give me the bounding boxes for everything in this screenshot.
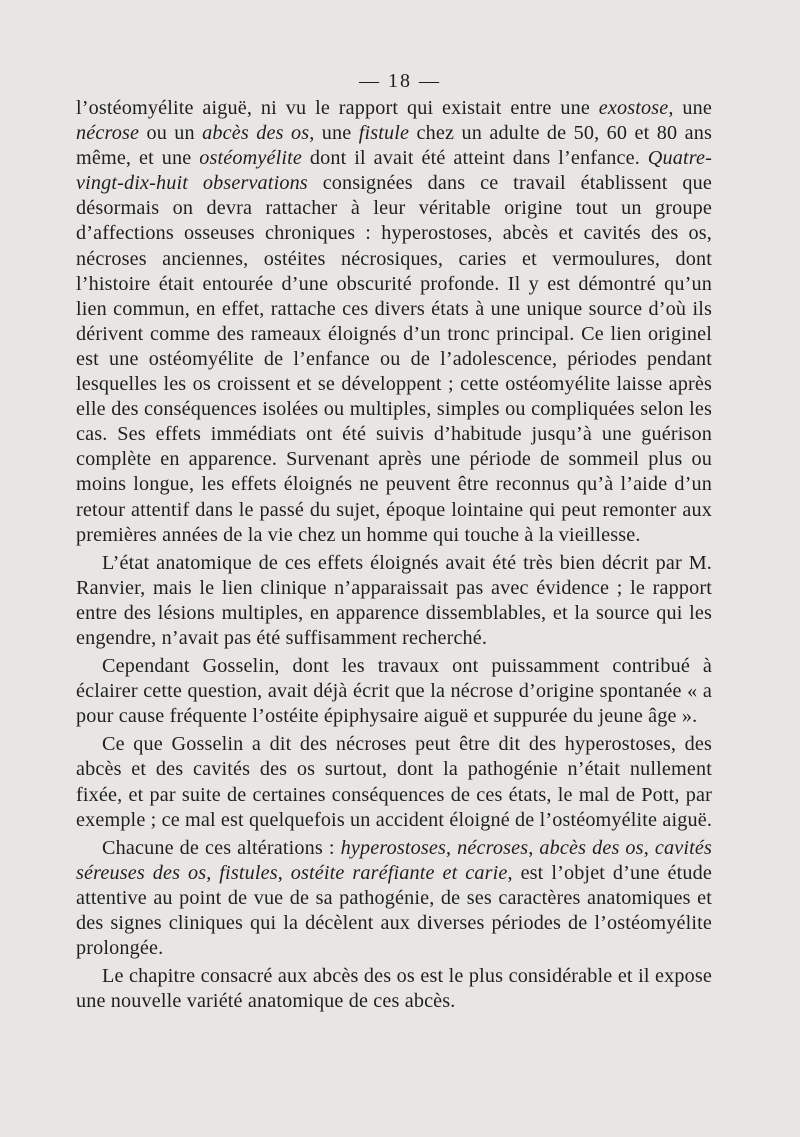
paragraph-p6: [76, 964, 712, 1014]
italic-term: fistule: [358, 122, 410, 145]
italic-term: nécroses: [457, 836, 529, 859]
italic-term: cavités séreuses des os: [76, 836, 712, 884]
text-run: , une: [309, 122, 359, 145]
italic-term: Quatre-vingt-dix-huit observations: [76, 147, 712, 195]
page-number: — 18 —: [359, 70, 441, 92]
paragraph-p1: [76, 96, 712, 548]
text-run: ,: [277, 861, 291, 884]
italic-term: abcès des os: [539, 836, 644, 859]
paragraph-p3: [76, 654, 712, 729]
body-text: [76, 96, 712, 1014]
text-run: , une: [668, 97, 712, 119]
italic-term: fistules: [219, 861, 278, 884]
paragraph-p4: [76, 732, 712, 832]
text-run: ou un: [139, 122, 203, 145]
text-run: Ce que Gosselin a dit des nécroses peut être dit des hyperostoses, des abcès et des cavités des os surtout, dont la pathogénie n’était nullement fixée, et par suite de certaines conséquences de ces états, le mal de Pott, par exemple ; ce mal est quelquefois un accident éloigné de l’ostéomyélite aiguë.: [76, 733, 713, 831]
italic-term: exostose: [598, 97, 669, 119]
text-run: ,: [528, 836, 540, 859]
text-run: ,: [206, 861, 220, 884]
italic-term: ostéite raréfiante et carie: [290, 861, 508, 884]
text-run: Le chapitre consacré aux abcès des os est le plus considérable et il expose une nouvelle variété anatomique de ces abcès.: [76, 965, 712, 1013]
paragraph-p5: [76, 836, 712, 961]
text-run: chez un adulte de 50, 60 et 80 ans même, et une: [76, 122, 712, 170]
text-run: ,: [643, 836, 655, 859]
text-run: ,: [445, 836, 458, 859]
italic-term: hyperostoses: [340, 836, 446, 859]
text-run: Cependant Gosselin, dont les travaux ont puissamment contribué à éclairer cette question, avait déjà écrit que la nécrose d’origine spontanée « a pour cause fréquente l’ostéite épiphysaire aiguë et suppurée du jeune âge ».: [76, 655, 712, 728]
text-run: consignées dans ce travail établissent que désormais on devra rattacher à leur véritable origine tout un groupe d’affections osseuses chroniques : hyperostoses, abcès et cavités des os, nécroses anciennes, ostéites nécrosiques, caries et vermoulures, dont l’histoire était entourée d’une obscurité profonde. Il y est démontré qu’un lien commun, en effet, rattache ces divers états à une unique source d’où ils dérivent comme des rameaux éloignés d’un tronc principal. Ce lien originel est une ostéomyélite de l’enfance ou de l’adolescence, périodes pendant lesquelles les os croissent et se développent ; cette ostéomyélite laisse après elle des conséquences isolées ou multiples, simples ou compliquées selon les cas. Ses effets immédiats ont été suivis d’habitude jusqu’à une guérison complète en apparence. Survenant après une période de sommeil plus ou moins longue, les effets éloignés ne peuvent être reconnus qu’à l’aide d’un retour attentif dans le passé du sujet, époque lointaine qui peut remonter aux premières années de la vie chez un homme qui touche à la vieillesse.: [76, 172, 712, 546]
paragraph-p2: [76, 551, 712, 651]
text-run: Chacune de ces altérations :: [102, 836, 341, 859]
text-run: l’ostéomyélite aiguë, ni vu le rapport qui existait entre une: [76, 97, 599, 119]
italic-term: abcès des os: [202, 122, 310, 145]
italic-term: nécrose: [76, 122, 140, 145]
text-run: dont il avait été atteint dans l’enfance.: [301, 147, 648, 170]
text-run: , est l’objet d’une étude attentive au point de vue de sa pathogénie, de ses caractères anatomiques et des signes cliniques qui la décèlent aux diverses périodes de l’ostéomyélite prolongée.: [76, 861, 712, 960]
text-run: L’état anatomique de ces effets éloignés avait été très bien décrit par M. Ranvier, mais le lien clinique n’apparaissait pas avec évidence ; le rapport entre des lésions multiples, en apparence dissemblables, et la source qui les engendre, n’avait pas été suffisamment recherché.: [76, 551, 712, 649]
italic-term: ostéomyélite: [199, 147, 302, 170]
